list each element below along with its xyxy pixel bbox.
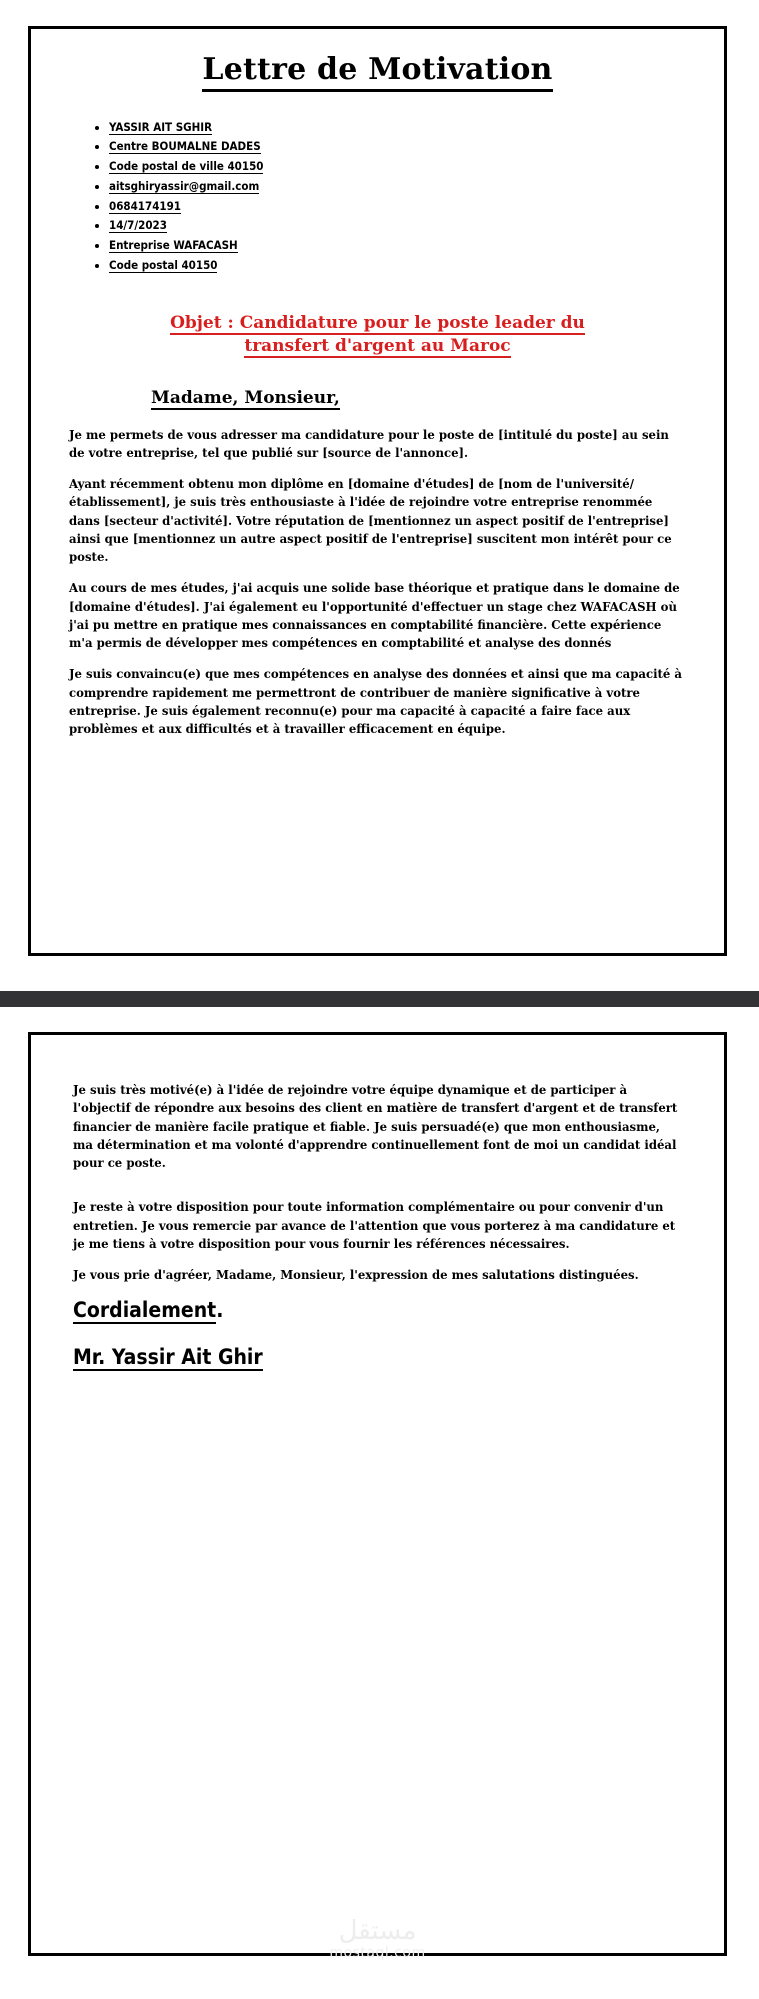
paragraph-motivation: Je suis très motivé(e) à l'idée de rejoindre votre équipe dynamique et de participer à l'objectif de répondre aux besoins des client en matière de transfert d'argent et de transfert financier de manière facile pratique et fiable. Je suis persuadé(e) que mon enthousiasme, ma détermination et ma volonté d'apprendre continuellement font de moi un candidat idéal pour ce poste. — [73, 1083, 678, 1170]
paragraph-formal-closing: Je vous prie d'agréer, Madame, Monsieur, l'expression de mes salutations distinguées. — [73, 1268, 639, 1282]
contact-email: aitsghiryassir@gmail.com — [109, 178, 260, 193]
letter-body-page-1 — [69, 426, 686, 739]
page-1-content — [31, 53, 724, 977]
list-item — [109, 256, 724, 276]
letter-body-page-2 — [73, 1081, 682, 1284]
document-page-2 — [28, 1032, 727, 1961]
contact-info-list — [31, 118, 724, 276]
contact-name: YASSIR AIT SGHIR — [109, 119, 213, 134]
contact-company-postal: Code postal 40150 — [109, 257, 218, 272]
contact-date: 14/7/2023 — [109, 218, 167, 233]
page-title-text: Lettre de Motivation — [202, 53, 552, 92]
watermark-latin-text: mostaql.com — [329, 1944, 426, 1961]
objet-heading — [163, 312, 593, 358]
paragraph-skills: Je suis convaincu(e) que mes compétences en analyse des données et ainsi que ma capacité à comprendre rapidement me permettront de contribuer de manière significative à votre entreprise. Je suis également reconnu(e) pour ma capacité à capacité a faire face aux problèmes et aux difficultés et à travailler efficacement en équipe. — [69, 667, 682, 736]
watermark-arabic-text: مستقل — [338, 1916, 417, 1947]
salutation-text: Madame, Monsieur, — [151, 387, 340, 408]
list-item — [109, 197, 724, 217]
closing-line — [73, 1298, 682, 1323]
watermark — [31, 1918, 724, 1961]
list-item — [109, 216, 724, 236]
page-2-content — [31, 1081, 724, 1999]
paragraph-education: Ayant récemment obtenu mon diplôme en [domaine d'études] de [nom de l'université/établissement], je suis très enthousiaste à l'idée de rejoindre votre entreprise renommée dans [secteur d'activité]. Votre réputation de [mentionnez un aspect positif de l'entreprise] ainsi que [mentionnez un autre aspect positif de l'entreprise] suscitent mon intérêt pour ce poste. — [69, 477, 672, 564]
list-item — [109, 118, 724, 138]
signature-name — [73, 1345, 682, 1370]
page-separator-bar — [0, 991, 759, 1007]
list-item — [109, 137, 724, 157]
list-item — [109, 177, 724, 197]
contact-phone: 0684174191 — [109, 198, 181, 213]
paragraph-experience: Au cours de mes études, j'ai acquis une solide base théorique et pratique dans le domaine de [domaine d'études]. J'ai également eu l'opportunité d'effectuer un stage chez WAFACASH où j'ai pu mettre en pratique mes connaissances en comptabilité financière. Cette expérience m'a permis de développer mes compétences en comptabilité et analyse des donnés — [69, 581, 680, 650]
contact-city-postal: Code postal de ville 40150 — [109, 159, 264, 174]
signature-block — [73, 1298, 682, 1370]
list-item — [109, 236, 724, 256]
contact-company: Entreprise WAFACASH — [109, 238, 238, 253]
objet-heading-text: Objet : Candidature pour le poste leader du transfert d'argent au Maroc — [170, 312, 585, 356]
document-page-1 — [28, 26, 727, 956]
paragraph-intro: Je me permets de vous adresser ma candidature pour le poste de [intitulé du poste] au sein de votre entreprise, tel que publié sur [source de l'annonce]. — [69, 427, 669, 460]
closing-word: Cordialement — [73, 1298, 217, 1323]
signature-name-text: Mr. Yassir Ait Ghir — [73, 1345, 263, 1370]
closing-period: . — [216, 1298, 224, 1323]
list-item — [109, 157, 724, 177]
page-title — [31, 53, 724, 92]
contact-center: Centre BOUMALNE DADES — [109, 139, 261, 154]
salutation — [31, 388, 724, 408]
paragraph-availability: Je reste à votre disposition pour toute information complémentaire ou pour convenir d'un entretien. Je vous remercie par avance de l'attention que vous porterez à ma candidature et je me tiens à votre disposition pour vous fournir les références nécessaires. — [73, 1200, 676, 1251]
